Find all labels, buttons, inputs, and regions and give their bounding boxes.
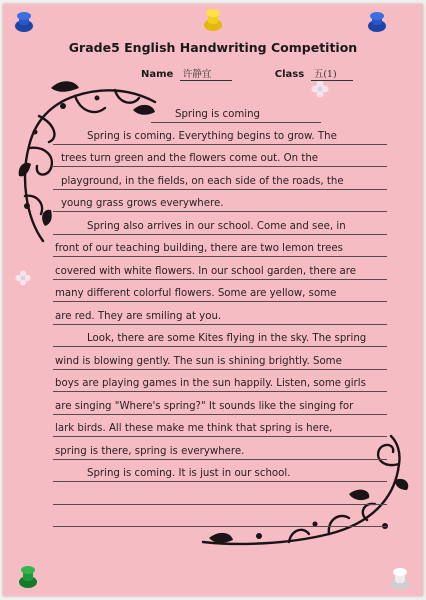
writing-rule [53, 481, 387, 482]
writing-rule [53, 459, 387, 460]
writing-rule [53, 301, 387, 302]
writing-rule [53, 279, 387, 280]
heading-rule [151, 122, 321, 123]
essay-line: spring is there, spring is everywhere. [55, 446, 245, 457]
writing-rule [53, 166, 387, 167]
writing-rule [53, 256, 387, 257]
essay-line: boys are playing games in the sun happily. Listen, some girls [55, 378, 366, 389]
blue-pushpin-icon [13, 10, 35, 36]
writing-rule [53, 504, 387, 505]
essay-line: young grass grows everywhere. [61, 198, 224, 209]
white-pushpin-icon [389, 566, 411, 592]
class-value: 五(1) [311, 66, 353, 81]
essay-line: covered with white flowers. In our school garden, there are [55, 266, 357, 277]
essay-line: Spring also arrives in our school. Come and see, in [87, 221, 346, 232]
essay-line: wind is blowing gently. The sun is shining brightly. Some [55, 356, 342, 367]
page-title: Grade5 English Handwriting Competition [68, 40, 358, 55]
essay-line: Spring is coming. Everything begins to grow. The [87, 131, 337, 142]
essay-line: many different colorful flowers. Some are yellow, some [55, 288, 337, 299]
essay-heading: Spring is coming [175, 109, 261, 120]
essay-line: Spring is coming. It is just in our school. [87, 468, 291, 479]
student-info [141, 66, 353, 81]
writing-rule [53, 324, 387, 325]
essay-line: playground, in the fields, on each side of the roads, the [61, 176, 344, 187]
blue-pushpin-icon-right [366, 10, 388, 36]
essay-line: trees turn green and the flowers come out. On the [61, 153, 319, 164]
writing-rule [53, 189, 387, 190]
writing-rule [53, 526, 387, 527]
handwriting-sheet [3, 4, 423, 596]
writing-rule [53, 391, 387, 392]
writing-rule [53, 414, 387, 415]
writing-rule [53, 144, 387, 145]
essay-line: are singing "Where's spring?" It sounds like the singing for [55, 401, 354, 412]
yellow-pushpin-icon [202, 7, 224, 33]
name-label: Name [141, 69, 174, 80]
essay-line: Look, there are some Kites flying in the sky. The spring [87, 333, 367, 344]
name-value: 许静宜 [180, 66, 232, 81]
essay-line: lark birds. All these make me think that spring is here, [55, 423, 333, 434]
essay-line: are red. They are smiling at you. [55, 311, 222, 322]
writing-rule [53, 211, 387, 212]
writing-rule [53, 369, 387, 370]
writing-rule [53, 346, 387, 347]
flower-sticker-icon-left [15, 270, 31, 286]
green-pushpin-icon [17, 564, 39, 590]
writing-rule [53, 234, 387, 235]
essay-line: front of our teaching building, there are two lemon trees [55, 243, 343, 254]
flower-sticker-icon [311, 80, 329, 98]
writing-rule [53, 436, 387, 437]
class-label: Class [274, 69, 305, 80]
